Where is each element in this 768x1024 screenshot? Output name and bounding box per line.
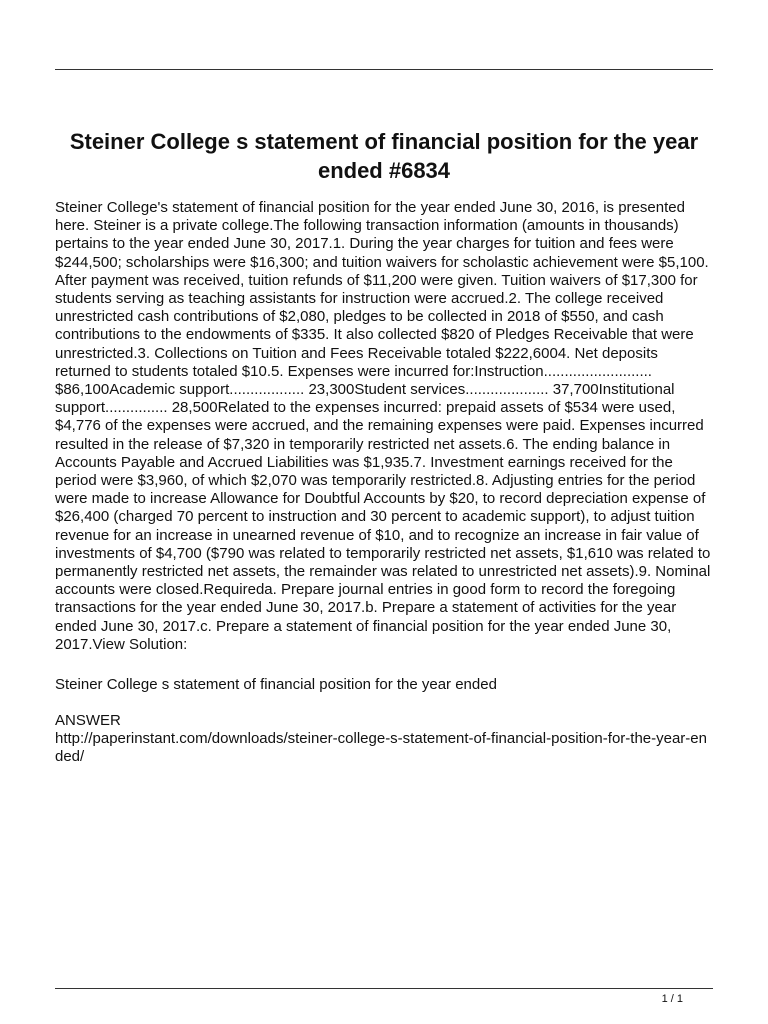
document-body	[55, 199, 717, 654]
answer-link[interactable]: http://paperinstant.com/downloads/steiner-college-s-statement-of-financial-position-for-the-year-ended/	[55, 730, 707, 765]
footer-divider	[55, 988, 713, 989]
body-paragraph: Steiner College's statement of financial position for the year ended June 30, 2016, is presented here. Steiner is a private college.The following transaction information (amounts in thousands) pertains to the year ended June 30, 2017.1. During the year charges for tuition and fees were $244,500; scholarships were $16,300; and tuition waivers for scholastic achievement were $5,100. After payment was received, tuition refunds of $11,200 were given. Tuition waivers of $17,300 for students serving as teaching assistants for instruction were accrued.2. The college received unrestricted cash contributions of $2,080, pledges to be collected in 2018 of $550, and cash contributions to the endowments of $335. It also collected $820 of Pledges Receivable that were unrestricted.3. Collections on Tuition and Fees Receivable totaled $222,6004. Net deposits returned to students totaled $10.5. Expenses were incurred for:Instruction.......................... $86,100Academic support.................. 23,300Student services.................... 37,700Institutional support............... 28,500Related to the expenses incurred: prepaid assets of $534 were used, $4,776 of the expenses were accrued, and the remaining expenses were paid. Expenses incurred resulted in the release of $7,320 in temporarily restricted net assets.6. The ending balance in Accounts Payable and Accrued Liabilities was $1,935.7. Investment earnings received for the period were $3,960, of which $2,070 was temporarily restricted.8. Adjusting entries for the period were made to increase Allowance for Doubtful Accounts by $20, to record depreciation expense of $26,400 (charged 70 percent to instruction and 30 percent to academic support), to adjust tuition revenue for an increase in unearned revenue of $10, and to recognize an increase in fair value of investments of $4,700 ($790 was related to temporarily restricted net assets, $1,610 was related to permanently restricted net assets, the remainder was related to unrestricted net assets).9. Nominal accounts were closed.Requireda. Prepare journal entries in good form to record the foregoing transactions for the year ended June 30, 2017.b. Prepare a statement of activities for the year ended June 30, 2017.c. Prepare a statement of financial position for the year ended June 30, 2017.View Solution:	[55, 199, 711, 653]
header-divider	[55, 69, 713, 70]
document-title: Steiner College s statement of financial position for the year ended #6834	[69, 129, 699, 183]
document-subline: Steiner College s statement of financial position for the year ended	[55, 676, 497, 693]
answer-label: ANSWER	[55, 712, 121, 729]
page-indicator: 1 / 1	[661, 993, 683, 1005]
